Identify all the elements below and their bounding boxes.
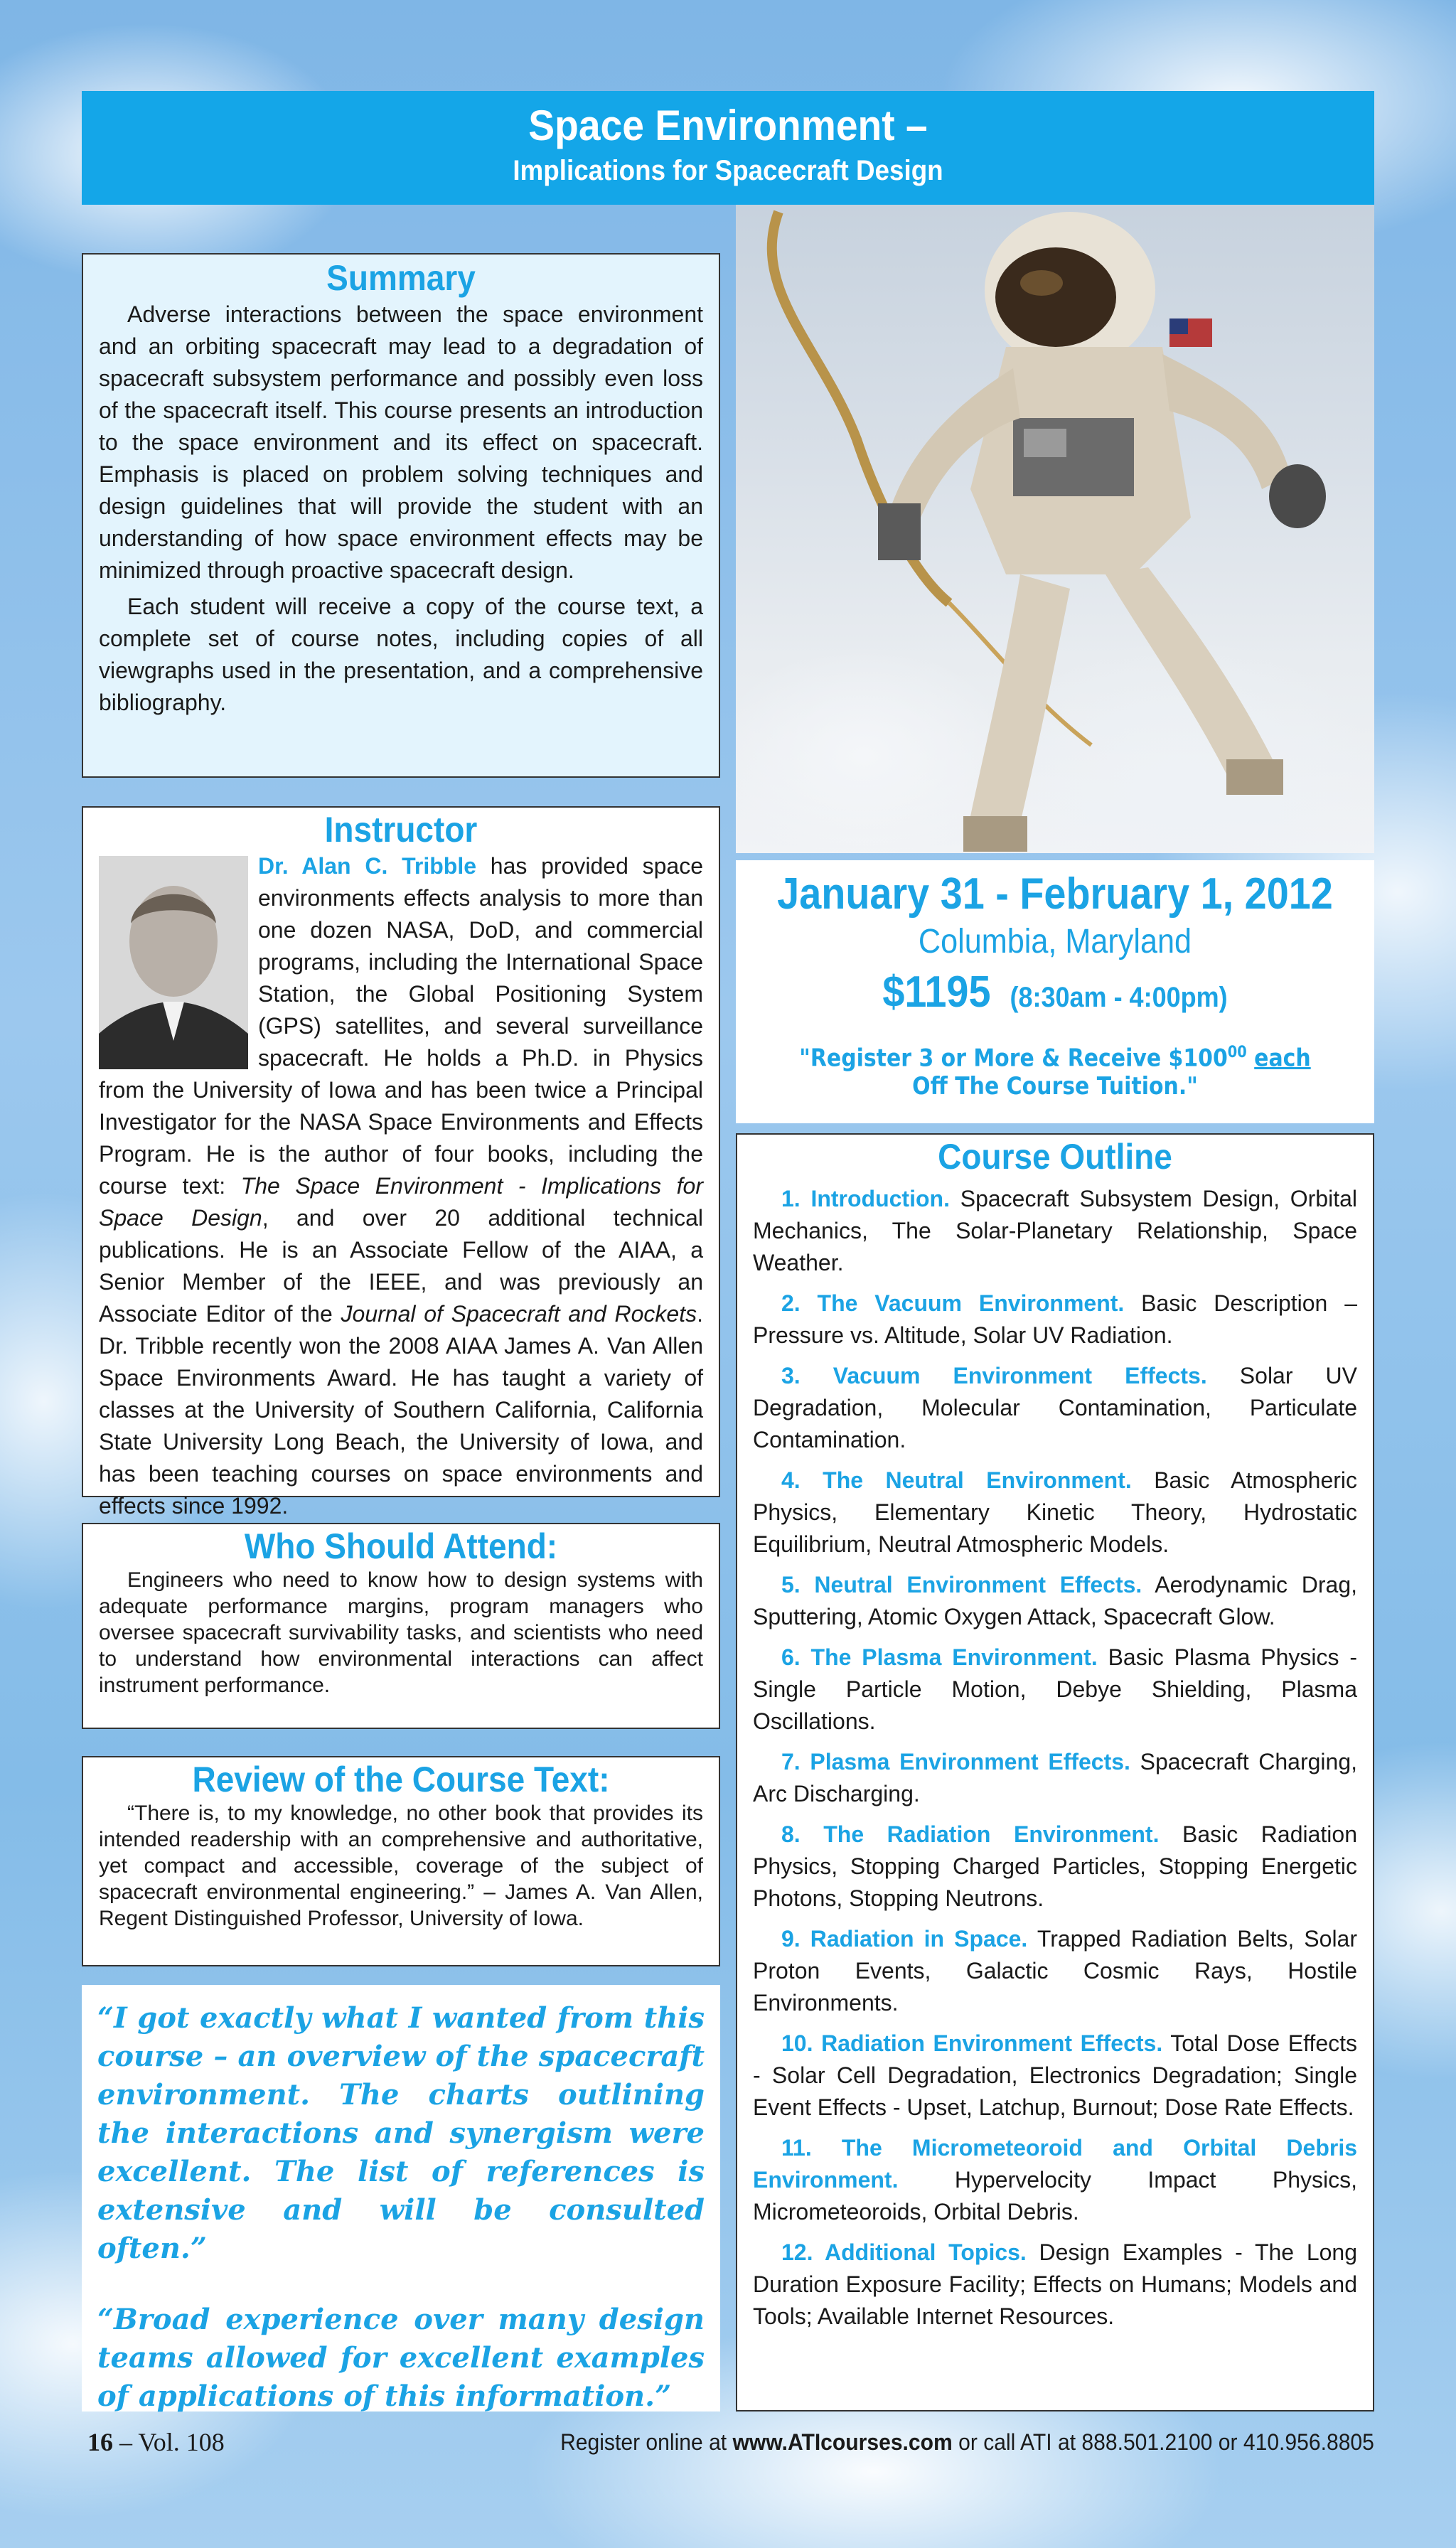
testimonial-quote: “I got exactly what I wanted from this course – an overview of the spacecraft environment. The charts outlining the interactions and synergism were excellent. The list of references is extensive and will be consulted often.”	[97, 2001, 705, 2265]
page-title: Space Environment –	[528, 102, 928, 149]
review-text: “There is, to my knowledge, no other book that provides its intended readership with an comprehensive and authoritative, yet compact and accessible, coverage of the subject of spacecraft environmental engineering.” – James A. Van Allen, Regent Distinguished Professor, University of Iowa.	[99, 1802, 703, 1930]
outline-item-text: Hypervelocity Impact Physics, Micrometeoroids, Orbital Debris.	[753, 2167, 1357, 2225]
instructor-name: Dr. Alan C. Tribble	[258, 853, 477, 879]
outline-item-text: Trapped Radiation Belts, Solar Proton Events, Galactic Cosmic Rays, Hostile Environments.	[753, 1926, 1358, 2016]
who-should-attend-section	[82, 1523, 720, 1729]
outline-item	[753, 2132, 1357, 2228]
website-link[interactable]: www.ATIcourses.com	[732, 2429, 953, 2455]
event-time: (8:30am - 4:00pm)	[1010, 982, 1228, 1013]
outline-item-number: 7. Plasma Environment Effects.	[781, 1749, 1130, 1774]
promo-text-a: "Register 3 or More & Receive $100	[799, 1044, 1228, 1073]
event-price: $1195	[882, 968, 991, 1017]
promo-text-b: Off The Course Tuition."	[912, 1072, 1198, 1101]
outline-item-number: 9. Radiation in Space.	[781, 1926, 1028, 1952]
instructor-section	[82, 806, 720, 1519]
outline-item-number: 2. The Vacuum Environment.	[781, 1290, 1125, 1316]
outline-item	[753, 1360, 1357, 1456]
outline-item-number: 4. The Neutral Environment.	[781, 1467, 1132, 1493]
course-text-review-section	[82, 1756, 720, 1966]
outline-item-text: Total Dose Effects - Solar Cell Degradation, Electronics Degradation; Single Event Effects - Upset, Latchup, Burnout; Dose Rate Effects.	[753, 2030, 1358, 2120]
page-number-value: 16	[87, 2428, 113, 2456]
testimonials	[82, 1985, 720, 2412]
outline-item	[753, 1465, 1357, 1561]
attend-heading: Who Should Attend:	[244, 1526, 558, 1566]
event-price-line	[768, 967, 1342, 1017]
group-discount	[774, 1039, 1336, 1101]
outline-list	[753, 1183, 1357, 2333]
promo-each: each	[1254, 1044, 1311, 1073]
summary-body	[99, 299, 703, 719]
page-subtitle: Implications for Spacecraft Design	[513, 155, 943, 186]
review-body	[99, 1800, 703, 1932]
instructor-portrait	[99, 856, 248, 1069]
journal-title: Journal of Spacecraft and Rockets	[341, 1301, 697, 1327]
page-number	[87, 2424, 225, 2460]
register-text: Register online at	[560, 2429, 733, 2455]
outline-item-number: 3. Vacuum Environment Effects.	[781, 1363, 1207, 1388]
course-text-title: The Space Environment - Implications for Space Design	[99, 1173, 704, 1231]
outline-item-text: Aerodynamic Drag, Sputtering, Atomic Oxygen Attack, Spacecraft Glow.	[753, 1572, 1358, 1629]
summary-heading: Summary	[326, 258, 476, 298]
event-details	[736, 860, 1374, 1123]
event-dates: January 31 - February 1, 2012	[777, 869, 1333, 919]
attend-text: Engineers who need to know how to design systems with adequate performance margins, program managers who oversee spacecraft survivability tasks, and scientists who need to understand how environmental interactions can affect instrument performance.	[99, 1568, 703, 1697]
outline-item	[753, 1642, 1357, 1738]
instructor-bio-2: , and over 20 additional technical publications. He is an Associate Fellow of the AIAA, a Senior Member of the IEEE, and was previously an Associate Editor of the	[99, 1205, 704, 1327]
astronaut-illustration	[736, 205, 1374, 853]
course-outline-section	[736, 1133, 1374, 2412]
promo-cents: 00	[1227, 1044, 1247, 1061]
outline-item-number: 8. The Radiation Environment.	[781, 1821, 1160, 1847]
outline-item	[753, 2028, 1357, 2124]
attend-body	[99, 1567, 703, 1698]
outline-item	[753, 1819, 1357, 1915]
outline-item-text: Spacecraft Subsystem Design, Orbital Mechanics, The Solar-Planetary Relationship, Space Weather.	[753, 1186, 1358, 1275]
outline-item-number: 12. Additional Topics.	[781, 2239, 1027, 2265]
outline-item-text: Spacecraft Charging, Arc Discharging.	[753, 1749, 1358, 1806]
page-header	[82, 91, 1374, 205]
outline-item-text: Basic Description – Pressure vs. Altitude, Solar UV Radiation.	[753, 1290, 1358, 1348]
outline-item-text: Solar UV Degradation, Molecular Contamination, Particulate Contamination.	[753, 1363, 1358, 1452]
outline-heading: Course Outline	[938, 1137, 1172, 1177]
review-heading: Review of the Course Text:	[192, 1760, 610, 1799]
instructor-heading: Instructor	[324, 810, 478, 850]
outline-item	[753, 1288, 1357, 1351]
phone-text: or call ATI at 888.501.2100 or 410.956.8805	[952, 2429, 1374, 2455]
instructor-bio-3: . Dr. Tribble recently won the 2008 AIAA James A. Van Allen Space Environments Award. He has taught a variety of classes at the University of Southern California, California State University Long Beach, the University of Iowa, and has been teaching courses on space environments and effects since 1992.	[99, 1301, 704, 1519]
outline-item-number: 10. Radiation Environment Effects.	[781, 2030, 1163, 2056]
summary-paragraph-1: Adverse interactions between the space environment and an orbiting spacecraft may lead to a degradation of spacecraft subsystem performance and possibly even loss of the spacecraft itself. This course presents an introduction to the space environment and its effect on spacecraft. Emphasis is placed on problem solving techniques and design guidelines that will provide the student with an understanding of how space environment effects may be minimized through proactive spacecraft design.	[99, 301, 703, 583]
outline-item	[753, 1923, 1357, 2019]
outline-item-number: 11. The Micrometeoroid and Orbital Debris Environment.	[753, 2135, 1357, 2193]
outline-item-text: Basic Radiation Physics, Stopping Charged Particles, Stopping Energetic Photons, Stopping Neutrons.	[753, 1821, 1358, 1911]
instructor-bio-1: has provided space environments effects analysis to more than one dozen NASA, DoD, and commercial programs, including the International Space Station, the Global Positioning System (GPS) satellites, and several surveillance spacecraft. He holds a Ph.D. in Physics from the University of Iowa and has been twice a Principal Investigator for the NASA Space Environments and Effects Program. He is the author of four books, including the course text:	[99, 853, 704, 1199]
outline-item-number: 1. Introduction.	[781, 1186, 950, 1211]
outline-item-text: Design Examples - The Long Duration Exposure Facility; Effects on Humans; Models and Tools; Available Internet Resources.	[753, 2239, 1358, 2329]
outline-item	[753, 1569, 1357, 1633]
astronaut-photo	[736, 205, 1374, 853]
outline-item	[753, 1746, 1357, 1810]
instructor-bio	[99, 850, 703, 1522]
page-footer	[82, 2424, 1374, 2460]
outline-item-text: Basic Plasma Physics - Single Particle Motion, Debye Shielding, Plasma Oscillations.	[753, 1644, 1357, 1734]
outline-item-text: Basic Atmospheric Physics, Elementary Kinetic Theory, Hydrostatic Equilibrium, Neutral Atmospheric Models.	[753, 1467, 1358, 1557]
outline-item	[753, 2237, 1357, 2333]
outline-item-number: 6. The Plasma Environment.	[781, 1644, 1098, 1670]
event-location: Columbia, Maryland	[918, 923, 1192, 960]
summary-paragraph-2: Each student will receive a copy of the course text, a complete set of course notes, including copies of all viewgraphs used in the presentation, and a comprehensive bibliography.	[99, 594, 703, 715]
outline-item	[753, 1183, 1357, 1279]
registration-info	[560, 2424, 1374, 2460]
outline-item-number: 5. Neutral Environment Effects.	[781, 1572, 1142, 1597]
volume-label: – Vol. 108	[113, 2428, 225, 2456]
summary-section	[82, 253, 720, 778]
testimonial-quote: “Broad experience over many design teams allowed for excellent examples of applications of this information.”	[97, 2303, 705, 2413]
